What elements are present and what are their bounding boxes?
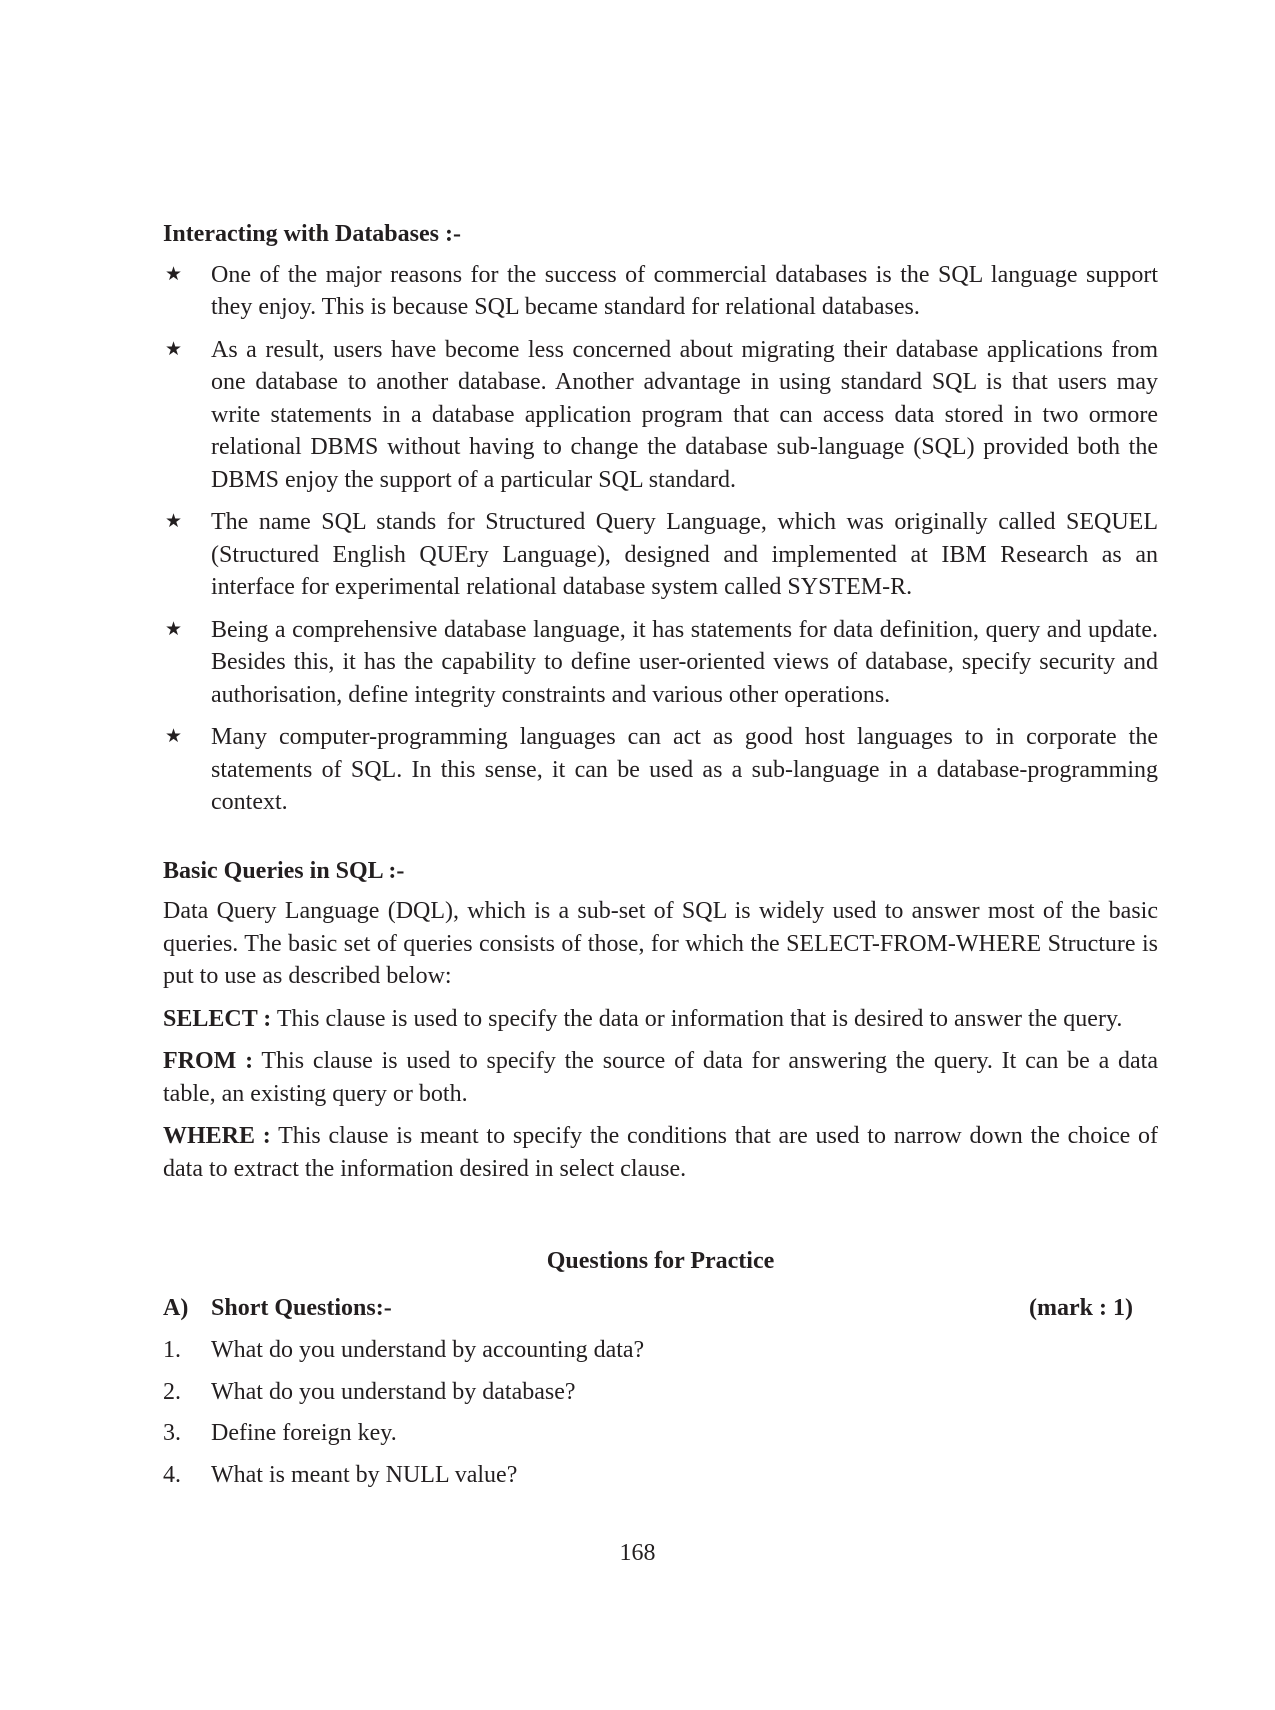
section-letter: A) — [163, 1294, 189, 1321]
bullet-text: Being a comprehensive database language, it has statements for data definition, query and update. Besides this, it has the capability to define user-oriented views of database, specify security and authorisation, define integrity constraints and various other operations. — [211, 616, 1158, 708]
practice-title: Questions for Practice — [546, 1248, 775, 1274]
bullet-item — [163, 614, 1158, 712]
bullet-text: Many computer-programming languages can act as good host languages to in corporate the statements of SQL. In this sense, it can be used as a sub-language in a database-programming context. — [211, 724, 1158, 815]
clause-term: SELECT : — [163, 1005, 272, 1032]
bullet-text: One of the major reasons for the success of commercial databases is the SQL language support they enjoy. This is because SQL became standard for relational databases. — [211, 261, 1158, 320]
question-item — [163, 1376, 1158, 1409]
question-text: What is meant by NULL value? — [211, 1461, 518, 1488]
star-bullet-icon: ★ — [165, 617, 183, 640]
clause-from — [163, 1045, 1158, 1110]
clause-text: This clause is used to specify the source of data for answering the query. It can be a data table, an existing query or both. — [163, 1048, 1158, 1107]
section-spacer — [163, 829, 1158, 855]
short-questions-header — [163, 1292, 1158, 1325]
bullet-item — [163, 334, 1158, 497]
intro-paragraph: Data Query Language (DQL), which is a sub-set of SQL is widely used to answer most of the basic queries. The basic set of queries consists of those, for which the SELECT-FROM-WHERE Structure is put to use as described below: — [163, 898, 1158, 989]
question-text: What do you understand by accounting data? — [211, 1337, 645, 1363]
bullet-text: As a result, users have become less concerned about migrating their database applications from one database to another database. Another advantage in using standard SQL is that users may write statements in a database application program that can access data stored in two ormore relational DBMS without having to change the database sub-language (SQL) provided both the DBMS enjoy the support of a particular SQL standard. — [211, 336, 1158, 493]
clause-term: WHERE : — [163, 1123, 271, 1149]
short-questions-title: Short Questions:- — [211, 1294, 392, 1321]
page-number: 168 — [619, 1540, 656, 1566]
page-content — [163, 218, 1158, 1500]
star-bullet-icon: ★ — [165, 510, 183, 532]
marks-label: (mark : 1) — [1029, 1294, 1133, 1321]
short-questions-label — [163, 1292, 392, 1325]
clause-select — [163, 1003, 1158, 1036]
question-number: 4. — [163, 1461, 181, 1488]
star-bullet-icon: ★ — [165, 337, 183, 360]
bullet-list — [163, 259, 1158, 819]
clause-text: This clause is meant to specify the conditions that are used to narrow down the choice of data to extract the information desired in select clause. — [163, 1123, 1158, 1182]
question-item — [163, 1417, 1158, 1450]
bullet-item — [163, 721, 1158, 819]
question-item — [163, 1459, 1158, 1492]
clause-text: This clause is used to specify the data or information that is desired to answer the query. — [271, 1005, 1123, 1032]
bullet-item — [163, 259, 1158, 324]
section-heading-basic-queries: Basic Queries in SQL :- — [163, 857, 405, 884]
clause-where — [163, 1120, 1158, 1185]
section-heading-interacting: Interacting with Databases :- — [163, 221, 461, 247]
question-text: Define foreign key. — [211, 1420, 397, 1446]
star-bullet-icon: ★ — [165, 725, 183, 747]
question-text: What do you understand by database? — [211, 1378, 576, 1405]
star-bullet-icon: ★ — [165, 262, 183, 285]
question-item — [163, 1334, 1158, 1367]
question-number: 3. — [163, 1420, 181, 1446]
bullet-item — [163, 506, 1158, 604]
clause-term: FROM : — [163, 1048, 254, 1074]
question-number: 1. — [163, 1337, 181, 1363]
question-number: 2. — [163, 1378, 181, 1405]
question-list — [163, 1334, 1158, 1491]
bullet-text: The name SQL stands for Structured Query Language, which was originally called SEQUEL (Structured English QUEry Language), designed and implemented at IBM Research as an interface for experimental relational database system called SYSTEM-R. — [211, 509, 1158, 600]
